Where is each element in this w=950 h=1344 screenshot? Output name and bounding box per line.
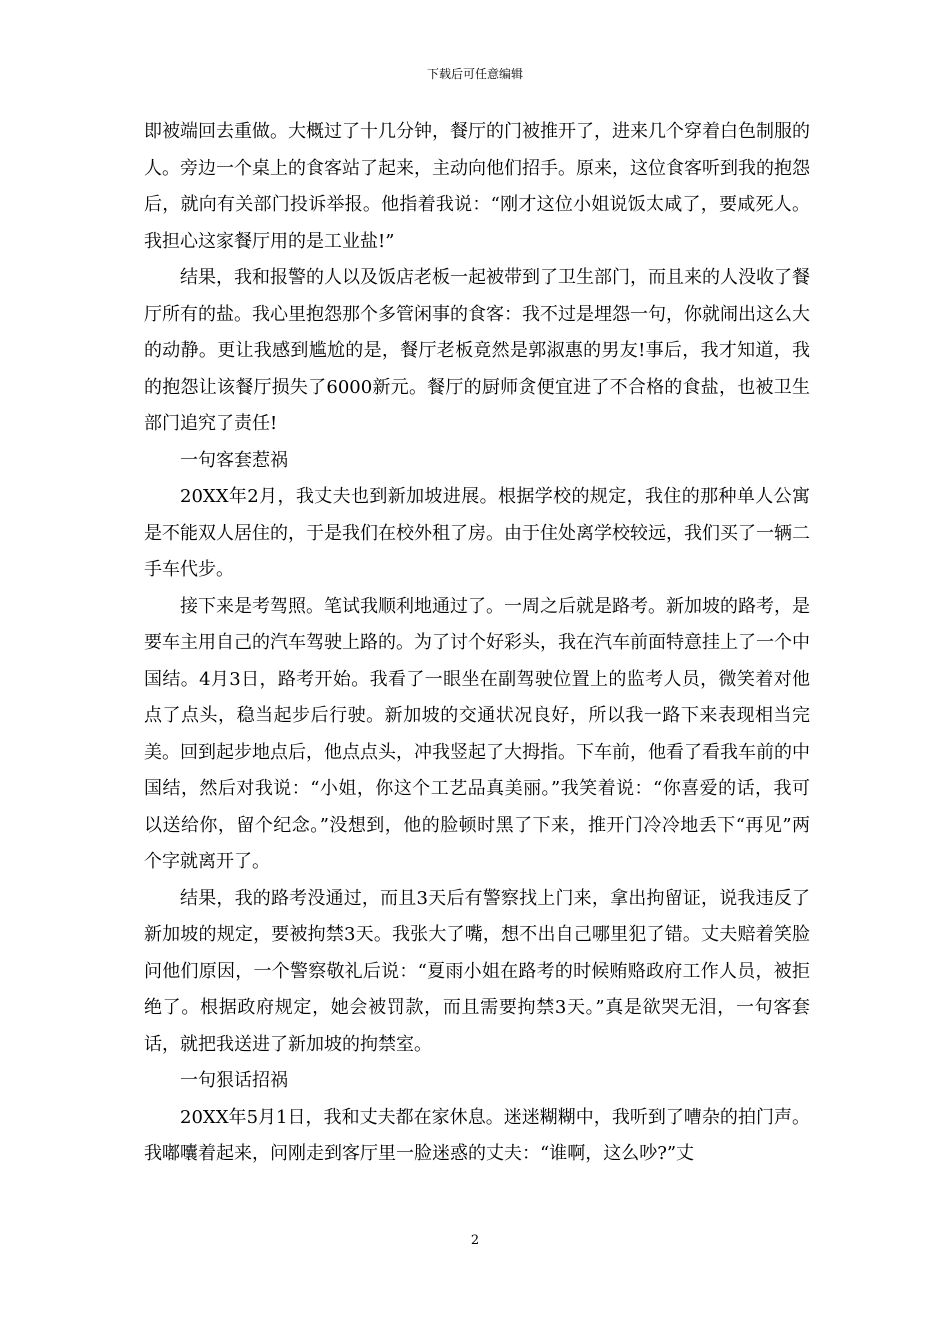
paragraph: 20XX年5月1日，我和丈夫都在家休息。迷迷糊糊中，我听到了嘈杂的拍门声。我嘟囔着起来，问刚走到客厅里一脸迷惑的丈夫：“谁啊，这么吵?”丈	[144, 1106, 810, 1164]
section-heading: 一句狠话招祸	[180, 1070, 288, 1091]
paragraph: 即被端回去重做。大概过了十几分钟，餐厅的门被推开了，进来几个穿着白色制服的人。旁边一个桌上的食客站了起来，主动向他们招手。原来，这位食客听到我的抱怨后，就向有关部门投诉举报。他指着我说：“刚才这位小姐说饭太咸了，要咸死人。我担心这家餐厅用的是工业盐!”	[144, 121, 810, 252]
paragraph: 结果，我和报警的人以及饭店老板一起被带到了卫生部门，而且来的人没收了餐厅所有的盐。我心里抱怨那个多管闲事的食客：我不过是埋怨一句，你就闹出这么大的动静。更让我感到尴尬的是，餐厅老板竟然是郭淑惠的男友!事后，我才知道，我的抱怨让该餐厅损失了6000新元。餐厅的厨师贪便宜进了不合格的食盐，也被卫生部门追究了责任!	[144, 267, 810, 434]
paragraph: 20XX年2月，我丈夫也到新加坡进展。根据学校的规定，我住的那种单人公寓是不能双人居住的，于是我们在校外租了房。由于住处离学校较远，我们买了一辆二手车代步。	[144, 486, 810, 580]
page-number: 2	[470, 1233, 480, 1248]
section-heading: 一句客套惹祸	[180, 449, 288, 471]
paragraph: 接下来是考驾照。笔试我顺利地通过了。一周之后就是路考。新加坡的路考，是要车主用自己的汽车驾驶上路的。为了讨个好彩头，我在汽车前面特意挂上了一个中国结。4月3日，路考开始。我看了一眼坐在副驾驶位置上的监考人员，微笑着对他点了点头，稳当起步后行驶。新加坡的交通状况良好，所以我一路下来表现相当完美。回到起步地点后，他点点头，冲我竖起了大拇指。下车前，他看了看我车前的中国结，然后对我说：“小姐，你这个工艺品真美丽。”我笑着说：“你喜爱的话，我可以送给你，留个纪念。”没想到，他的脸顿时黑了下来，推开门冷冷地丢下“再见”两个字就离开了。	[144, 595, 810, 872]
paragraph: 结果，我的路考没通过，而且3天后有警察找上门来，拿出拘留证，说我违反了新加坡的规定，要被拘禁3天。我张大了嘴，想不出自己哪里犯了错。丈夫赔着笑脸问他们原因，一个警察敬礼后说：“夏雨小姐在路考的时候贿赂政府工作人员，被拒绝了。根据政府规定，她会被罚款，而且需要拘禁3天。”真是欲哭无泪，一句客套话，就把我送进了新加坡的拘禁室。	[144, 887, 810, 1055]
body-text	[144, 114, 810, 1173]
page-header: 下载后可任意编辑	[426, 67, 523, 81]
